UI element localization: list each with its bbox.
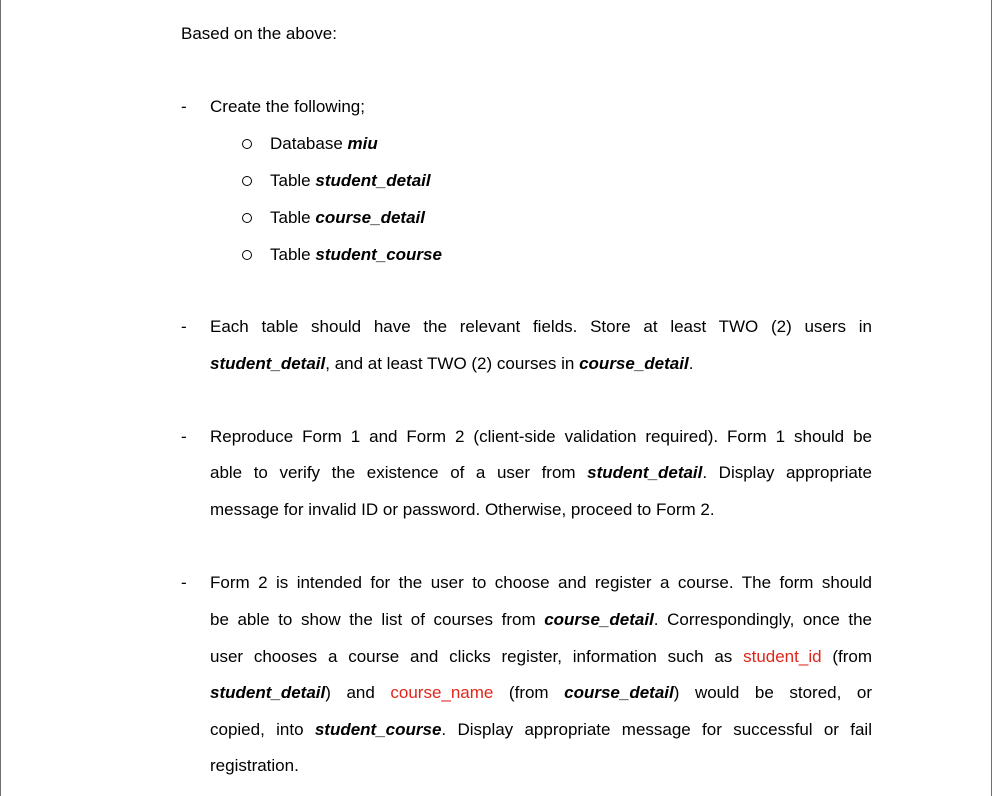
- bullet-dash: -: [181, 573, 187, 592]
- circle-bullet-icon: [242, 250, 252, 260]
- bullet-dash: -: [181, 97, 187, 116]
- forms-line-2: able to verify the existence of a user from student_detail. Display appropriate: [210, 463, 872, 482]
- form2-line-2: be able to show the list of courses from course_detail. Correspondingly, once the: [210, 610, 872, 629]
- bullet-dash: -: [181, 427, 187, 446]
- intro-text: Based on the above:: [181, 24, 337, 43]
- bullet-dash: -: [181, 317, 187, 336]
- form2-line-4: student_detail) and course_name (from course_detail) would be stored, or: [210, 683, 872, 702]
- fields-line-2: student_detail, and at least TWO (2) courses in course_detail.: [210, 354, 694, 373]
- form2-line-1: Form 2 is intended for the user to choose and register a course. The form should: [210, 573, 872, 592]
- forms-line-3: message for invalid ID or password. Otherwise, proceed to Form 2.: [210, 500, 715, 519]
- sub-item-student-detail: Table student_detail: [270, 171, 431, 190]
- fields-line-1: Each table should have the relevant fields. Store at least TWO (2) users in: [210, 317, 872, 336]
- circle-bullet-icon: [242, 213, 252, 223]
- sub-item-course-detail: Table course_detail: [270, 208, 425, 227]
- form2-line-6: registration.: [210, 756, 299, 775]
- sub-item-database: Database miu: [270, 134, 378, 153]
- forms-line-1: Reproduce Form 1 and Form 2 (client-side validation required). Form 1 should be: [210, 427, 872, 446]
- circle-bullet-icon: [242, 139, 252, 149]
- circle-bullet-icon: [242, 176, 252, 186]
- create-heading: Create the following;: [210, 97, 365, 116]
- sub-item-student-course: Table student_course: [270, 245, 442, 264]
- form2-line-5: copied, into student_course. Display appropriate message for successful or fail: [210, 720, 872, 739]
- form2-line-3: user chooses a course and clicks register, information such as student_id (from: [210, 647, 872, 666]
